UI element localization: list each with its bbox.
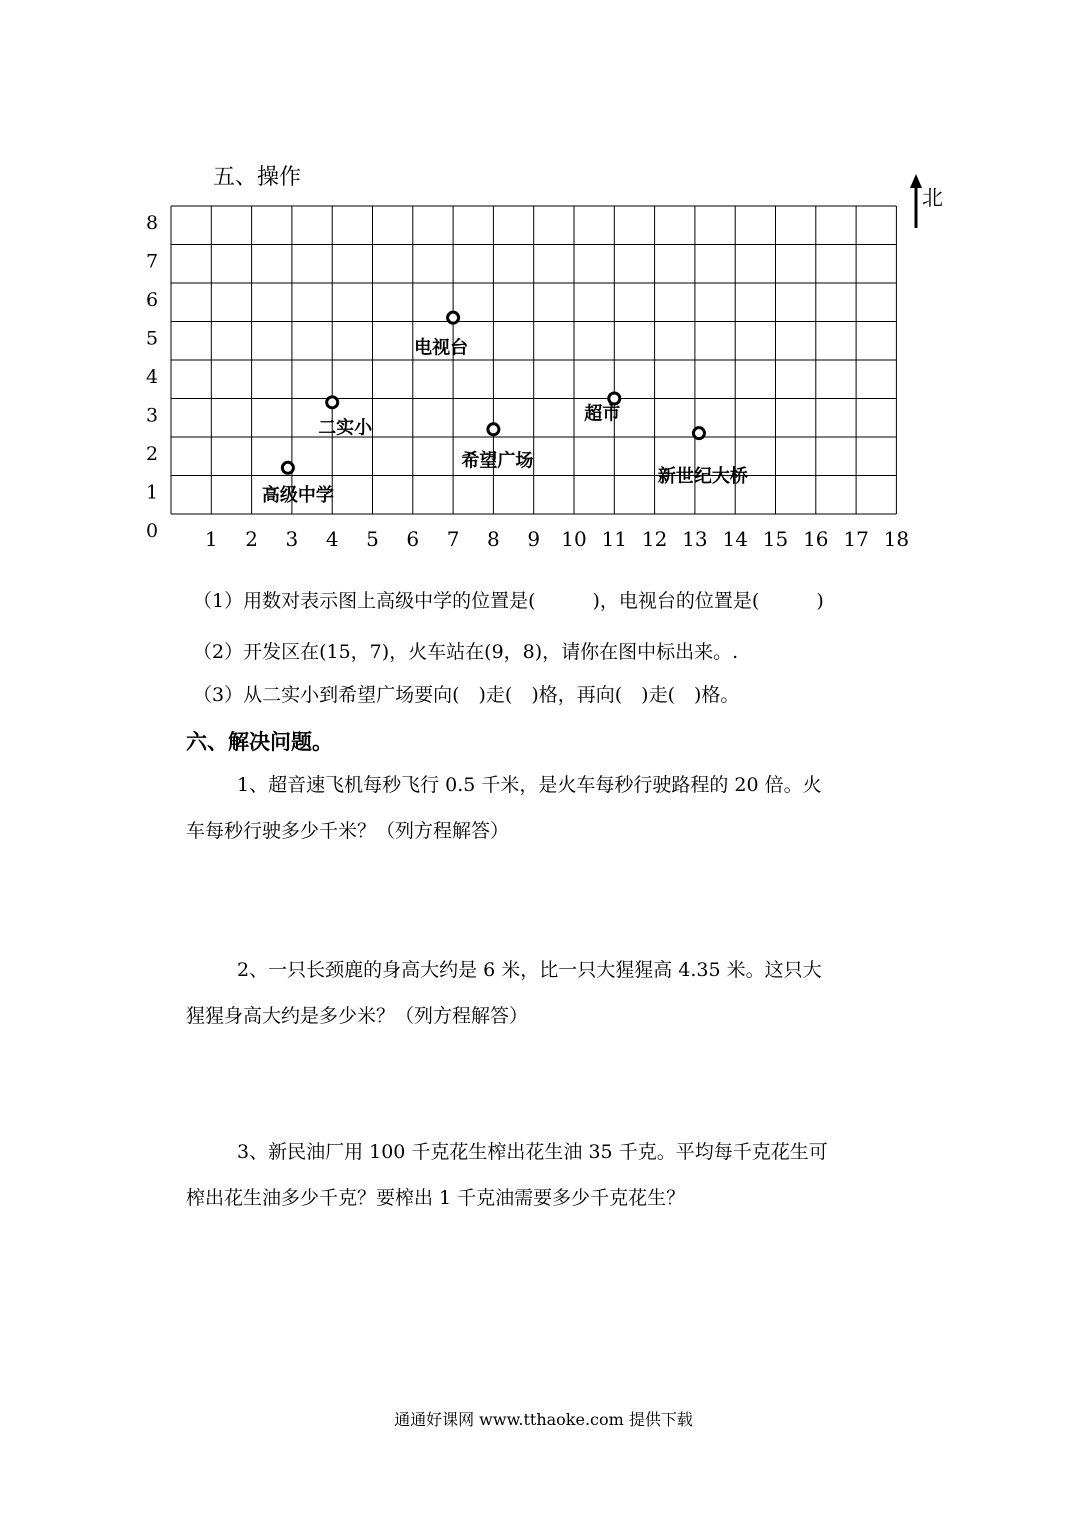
north-label: 北 bbox=[922, 186, 943, 210]
problem-1-line-2: 车每秒行驶多少千米？（列方程解答） bbox=[186, 820, 510, 842]
location-point-label: 电视台 bbox=[414, 337, 469, 359]
x-tick-label: 10 bbox=[561, 527, 587, 551]
problem-3-line-1: 3、新民油厂用 100 千克花生榨出花生油 35 千克。平均每千克花生可 bbox=[237, 1141, 828, 1163]
problem-2-line-2: 猩猩身高大约是多少米？（列方程解答） bbox=[186, 1005, 529, 1027]
location-point-label: 新世纪大桥 bbox=[657, 466, 748, 488]
problem-1-line-1: 1、超音速飞机每秒飞行 0.5 千米，是火车每秒行驶路程的 20 倍。火 bbox=[237, 774, 822, 796]
problem-3-line-2: 榨出花生油多少千克？要榨出 1 千克油需要多少千克花生？ bbox=[186, 1187, 686, 1209]
x-tick-label: 9 bbox=[527, 527, 541, 551]
x-tick-label: 5 bbox=[366, 527, 379, 551]
x-tick-label: 2 bbox=[245, 527, 258, 551]
y-tick-label: 0 bbox=[145, 520, 159, 542]
location-point-marker bbox=[609, 393, 620, 404]
question-2: （2）开发区在(15，7)，火车站在(9，8)，请你在图中标出来。. bbox=[193, 641, 739, 663]
location-point-label: 二实小 bbox=[318, 417, 373, 439]
x-tick-label: 16 bbox=[803, 527, 829, 551]
x-tick-label: 6 bbox=[406, 527, 420, 551]
x-tick-label: 13 bbox=[682, 527, 708, 551]
x-tick-label: 12 bbox=[641, 527, 668, 551]
location-point-label: 超市 bbox=[584, 403, 621, 425]
location-point-marker bbox=[693, 428, 704, 439]
section-6-title: 六、解决问题。 bbox=[186, 729, 333, 754]
footer-credit: 通通好课网 www.tthaoke.com 提供下载 bbox=[394, 1410, 693, 1429]
question-3: （3）从二实小到希望广场要向( )走( )格，再向( )走( )格。 bbox=[193, 684, 740, 706]
y-tick-label: 5 bbox=[145, 327, 159, 350]
problem-2-line-1: 2、一只长颈鹿的身高大约是 6 米，比一只大猩猩高 4.35 米。这只大 bbox=[237, 959, 822, 981]
location-point-marker bbox=[327, 397, 338, 408]
x-tick-label: 14 bbox=[722, 527, 748, 551]
x-tick-label: 4 bbox=[325, 527, 339, 551]
x-tick-label: 15 bbox=[762, 527, 789, 551]
x-tick-label: 8 bbox=[487, 527, 500, 551]
y-tick-label: 3 bbox=[145, 404, 159, 427]
x-tick-label: 18 bbox=[883, 527, 910, 551]
y-tick-label: 8 bbox=[145, 212, 159, 234]
x-tick-label: 11 bbox=[601, 527, 628, 551]
x-tick-label: 1 bbox=[204, 527, 218, 551]
coordinate-grid bbox=[138, 198, 918, 558]
section-5-title: 五、操作 bbox=[213, 165, 302, 190]
y-tick-label: 4 bbox=[145, 366, 159, 388]
x-tick-label: 7 bbox=[446, 527, 460, 551]
y-tick-label: 6 bbox=[145, 289, 159, 311]
x-tick-label: 3 bbox=[285, 527, 299, 551]
location-point-label: 高级中学 bbox=[261, 484, 334, 506]
location-point-marker bbox=[448, 312, 459, 323]
location-point-marker bbox=[488, 424, 499, 435]
location-point-marker bbox=[282, 462, 293, 473]
y-tick-label: 1 bbox=[145, 481, 159, 504]
question-1: （1）用数对表示图上高级中学的位置是( )，电视台的位置是( ) bbox=[193, 590, 824, 612]
y-tick-label: 2 bbox=[145, 443, 159, 465]
x-tick-label: 17 bbox=[843, 527, 869, 551]
y-tick-label: 7 bbox=[145, 250, 159, 273]
location-point-label: 希望广场 bbox=[461, 450, 534, 472]
